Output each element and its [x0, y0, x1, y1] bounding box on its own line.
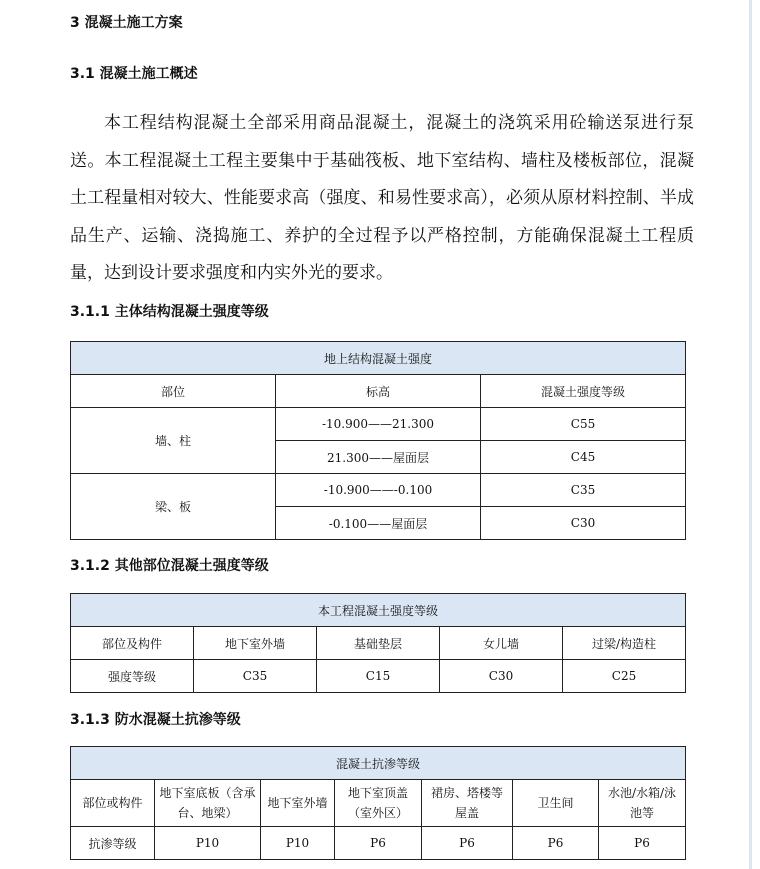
table1-header-elevation: 标高	[276, 375, 481, 408]
table2-cell: C35	[194, 660, 317, 693]
table3-cell: P6	[422, 827, 513, 860]
table-row	[71, 660, 686, 693]
table1-elevation-cell: -10.900——-0.100	[276, 474, 481, 507]
subsection-title: 3.1 混凝土施工概述	[70, 66, 198, 82]
page-edge-rule	[749, 0, 752, 869]
heading-3-1-2: 3.1.2 其他部位混凝土强度等级	[70, 558, 269, 574]
table2-cell: C25	[563, 660, 686, 693]
table3-header: 地下室顶盖（室外区）	[335, 780, 422, 827]
overview-paragraph	[70, 105, 694, 293]
table1-part-cell: 墙、柱	[71, 408, 276, 474]
table-row	[71, 408, 686, 441]
table2-header: 过梁/构造柱	[563, 627, 686, 660]
table2-header: 基础垫层	[317, 627, 440, 660]
table3-cell: 抗渗等级	[71, 827, 155, 860]
table1-header-grade: 混凝土强度等级	[481, 375, 686, 408]
table1-elevation-cell: -10.900——21.300	[276, 408, 481, 441]
table2-cell: 强度等级	[71, 660, 194, 693]
table-row	[71, 474, 686, 507]
paragraph-text: 本工程结构混凝土全部采用商品混凝土，混凝土的浇筑采用砼输送泵进行泵送。本工程混凝土工程主要集中于基础筏板、地下室结构、墙柱及楼板部位，混凝土工程量相对较大、性能要求高（强度、和易性要求高），必须从原材料控制、半成品生产、运输、浇捣施工、养护的全过程予以严格控制，方能确保混凝土工程质量，达到设计要求强度和内实外光的要求。	[70, 113, 694, 284]
table2-cell: C15	[317, 660, 440, 693]
table2-header: 部位及构件	[71, 627, 194, 660]
table1-grade-cell: C30	[481, 507, 686, 540]
table3-cell: P6	[599, 827, 686, 860]
section-title: 3 混凝土施工方案	[70, 15, 183, 31]
heading-3-1-3: 3.1.3 防水混凝土抗渗等级	[70, 712, 241, 728]
table-row	[71, 827, 686, 860]
table3-header: 卫生间	[513, 780, 599, 827]
table3-cell: P10	[261, 827, 335, 860]
heading-3-1-1: 3.1.1 主体结构混凝土强度等级	[70, 304, 269, 320]
table1-elevation-cell: -0.100——屋面层	[276, 507, 481, 540]
table-project-strength	[70, 593, 686, 693]
table3-header: 水池/水箱/泳池等	[599, 780, 686, 827]
table3-cell: P10	[155, 827, 261, 860]
table3-title: 混凝土抗渗等级	[71, 747, 686, 780]
table2-header: 女儿墙	[440, 627, 563, 660]
table3-header: 裙房、塔楼等屋盖	[422, 780, 513, 827]
table2-cell: C30	[440, 660, 563, 693]
table2-header: 地下室外墙	[194, 627, 317, 660]
table1-grade-cell: C55	[481, 408, 686, 441]
table1-part-cell: 梁、板	[71, 474, 276, 540]
table1-title: 地上结构混凝土强度	[71, 342, 686, 375]
table3-header: 地下室底板（含承台、地梁）	[155, 780, 261, 827]
table-above-ground-strength	[70, 341, 686, 540]
table1-grade-cell: C35	[481, 474, 686, 507]
table1-header-part: 部位	[71, 375, 276, 408]
table3-header: 地下室外墙	[261, 780, 335, 827]
table3-cell: P6	[513, 827, 599, 860]
table1-grade-cell: C45	[481, 441, 686, 474]
table-impermeability	[70, 746, 686, 860]
table2-title: 本工程混凝土强度等级	[71, 594, 686, 627]
table3-cell: P6	[335, 827, 422, 860]
table3-header: 部位或构件	[71, 780, 155, 827]
table1-elevation-cell: 21.300——屋面层	[276, 441, 481, 474]
